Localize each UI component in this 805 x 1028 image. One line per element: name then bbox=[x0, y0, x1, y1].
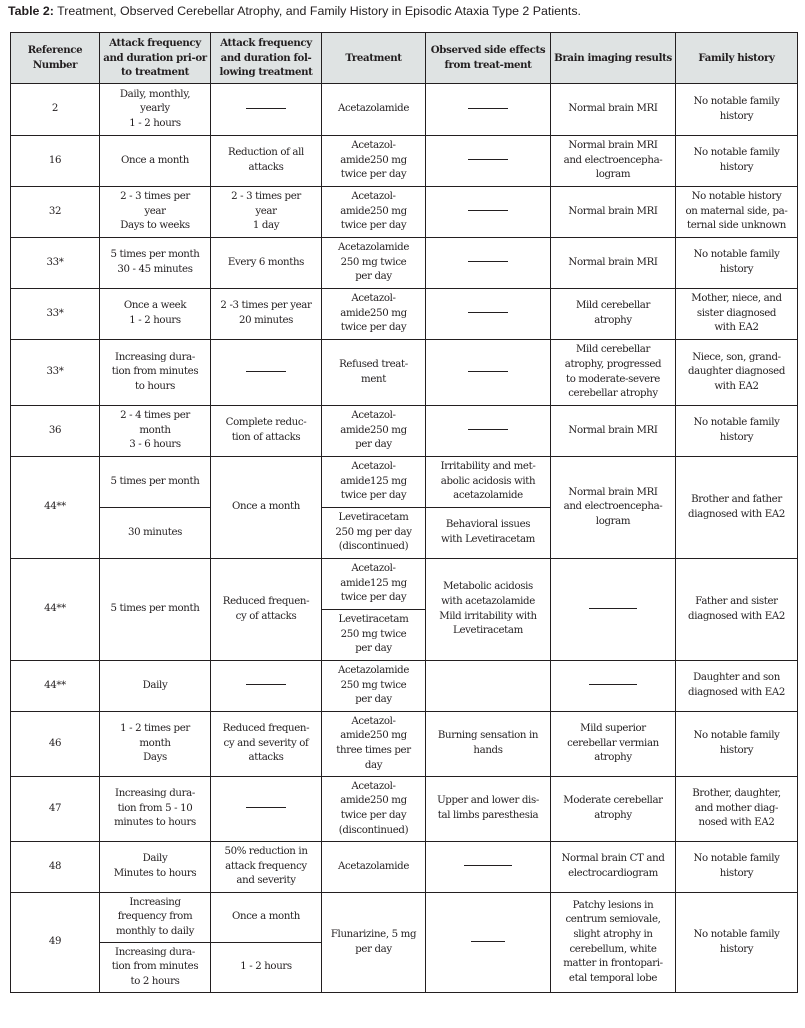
cell-side-effects: Behavioral issues with Levetiracetam bbox=[426, 508, 551, 559]
cell-attack-following bbox=[211, 340, 322, 406]
cell-attack-prior: Increasing dura- tion from minutes to hours bbox=[100, 340, 211, 406]
empty-dash bbox=[468, 429, 508, 430]
empty-dash bbox=[464, 865, 512, 866]
cell-reference: 44** bbox=[11, 661, 100, 712]
cell-reference: 44** bbox=[11, 559, 100, 661]
cell-treatment: Acetazol- amide125 mg twice per day bbox=[322, 559, 426, 610]
empty-dash bbox=[468, 312, 508, 313]
cell-family-history: No notable family history bbox=[676, 406, 798, 457]
cell-side-effects bbox=[426, 84, 551, 136]
cell-attack-following: 1 - 2 hours bbox=[211, 943, 322, 993]
cell-attack-following: 50% reduction in attack frequency and severity bbox=[211, 842, 322, 893]
header-brain-imaging: Brain imaging results bbox=[551, 33, 676, 84]
header-attack-prior: Attack frequency and duration pri-or to treatment bbox=[100, 33, 211, 84]
empty-dash bbox=[471, 941, 505, 942]
cell-brain-imaging: Normal brain CT and electrocardiogram bbox=[551, 842, 676, 893]
cell-brain-imaging: Normal brain MRI bbox=[551, 84, 676, 136]
empty-dash bbox=[246, 684, 286, 685]
cell-attack-following: Complete reduc- tion of attacks bbox=[211, 406, 322, 457]
header-side-effects: Observed side effects from treat-ment bbox=[426, 33, 551, 84]
cell-attack-prior: Increasing frequency from monthly to daily bbox=[100, 893, 211, 943]
cell-attack-prior: 2 - 3 times per year Days to weeks bbox=[100, 187, 211, 238]
table-row bbox=[11, 136, 798, 187]
cell-reference: 47 bbox=[11, 777, 100, 842]
header-attack-following: Attack frequency and duration fol-lowing treatment bbox=[211, 33, 322, 84]
table-row bbox=[11, 340, 798, 406]
cell-side-effects bbox=[426, 289, 551, 340]
cell-brain-imaging: Normal brain MRI bbox=[551, 406, 676, 457]
cell-family-history: No notable history on maternal side, pa- ternal side unknown bbox=[676, 187, 798, 238]
cell-attack-prior: 5 times per month bbox=[100, 559, 211, 661]
table-row bbox=[11, 289, 798, 340]
cell-family-history: No notable family history bbox=[676, 136, 798, 187]
empty-dash bbox=[246, 371, 286, 372]
empty-dash bbox=[468, 159, 508, 160]
cell-brain-imaging bbox=[551, 559, 676, 661]
cell-brain-imaging: Patchy lesions in centrum semiovale, slight atrophy in cerebellum, white matter in frontopari- etal temporal lobe bbox=[551, 893, 676, 993]
cell-attack-following: 2 - 3 times per year 1 day bbox=[211, 187, 322, 238]
cell-treatment: Acetazol- amide250 mg twice per day bbox=[322, 136, 426, 187]
cell-attack-following: Reduced frequen- cy and severity of attacks bbox=[211, 712, 322, 777]
cell-treatment: Acetazolamide 250 mg twice per day bbox=[322, 238, 426, 289]
cell-treatment: Refused treat- ment bbox=[322, 340, 426, 406]
cell-family-history: Father and sister diagnosed with EA2 bbox=[676, 559, 798, 661]
caption-label: Table 2: bbox=[8, 4, 54, 18]
empty-dash bbox=[246, 807, 286, 808]
cell-reference: 46 bbox=[11, 712, 100, 777]
cell-treatment: Acetazol- amide125 mg twice per day bbox=[322, 457, 426, 508]
cell-side-effects: Irritability and met- abolic acidosis with acetazolamide bbox=[426, 457, 551, 508]
table-row bbox=[11, 187, 798, 238]
cell-treatment: Acetazol- amide250 mg twice per day bbox=[322, 289, 426, 340]
cell-reference: 33* bbox=[11, 238, 100, 289]
table-row bbox=[11, 661, 798, 712]
cell-brain-imaging: Mild superior cerebellar vermian atrophy bbox=[551, 712, 676, 777]
empty-dash bbox=[468, 108, 508, 109]
cell-family-history: Mother, niece, and sister diagnosed with EA2 bbox=[676, 289, 798, 340]
empty-dash bbox=[589, 608, 637, 609]
cell-reference: 48 bbox=[11, 842, 100, 893]
table-row bbox=[11, 457, 798, 508]
cell-family-history: No notable family history bbox=[676, 712, 798, 777]
empty-dash bbox=[468, 261, 508, 262]
cell-brain-imaging: Mild cerebellar atrophy bbox=[551, 289, 676, 340]
header-reference-number: Reference Number bbox=[11, 33, 100, 84]
cell-brain-imaging: Normal brain MRI bbox=[551, 238, 676, 289]
cell-treatment: Acetazolamide bbox=[322, 84, 426, 136]
cell-attack-prior: 30 minutes bbox=[100, 508, 211, 559]
cell-treatment: Acetazol- amide250 mg twice per day bbox=[322, 187, 426, 238]
cell-brain-imaging: Moderate cerebellar atrophy bbox=[551, 777, 676, 842]
cell-attack-following: 2 -3 times per year 20 minutes bbox=[211, 289, 322, 340]
table-row bbox=[11, 84, 798, 136]
caption-text: Treatment, Observed Cerebellar Atrophy, and Family History in Episodic Ataxia Type 2 Patients. bbox=[53, 4, 581, 18]
cell-attack-prior: 5 times per month 30 - 45 minutes bbox=[100, 238, 211, 289]
cell-treatment: Acetazolamide 250 mg twice per day bbox=[322, 661, 426, 712]
cell-side-effects bbox=[426, 406, 551, 457]
empty-dash bbox=[589, 684, 637, 685]
cell-treatment: Levetiracetam 250 mg per day (discontinued) bbox=[322, 508, 426, 559]
cell-treatment: Acetazol- amide250 mg twice per day (discontinued) bbox=[322, 777, 426, 842]
table-row bbox=[11, 559, 798, 610]
cell-family-history: Niece, son, grand- daughter diagnosed with EA2 bbox=[676, 340, 798, 406]
table-row bbox=[11, 712, 798, 777]
cell-side-effects bbox=[426, 187, 551, 238]
cell-family-history: Daughter and son diagnosed with EA2 bbox=[676, 661, 798, 712]
header-row bbox=[11, 33, 798, 84]
cell-attack-following: Every 6 months bbox=[211, 238, 322, 289]
cell-attack-prior: Once a month bbox=[100, 136, 211, 187]
table-row bbox=[11, 238, 798, 289]
table-row bbox=[11, 842, 798, 893]
cell-family-history: No notable family history bbox=[676, 84, 798, 136]
cell-side-effects bbox=[426, 893, 551, 993]
cell-attack-following: Reduction of all attacks bbox=[211, 136, 322, 187]
cell-attack-following: Once a month bbox=[211, 457, 322, 559]
cell-treatment: Flunarizine, 5 mg per day bbox=[322, 893, 426, 993]
table-row bbox=[11, 893, 798, 943]
cell-family-history: No notable family history bbox=[676, 893, 798, 993]
cell-brain-imaging: Normal brain MRI and electroencepha- logram bbox=[551, 457, 676, 559]
cell-reference: 49 bbox=[11, 893, 100, 993]
cell-attack-following: Reduced frequen- cy of attacks bbox=[211, 559, 322, 661]
cell-side-effects bbox=[426, 661, 551, 712]
cell-reference: 36 bbox=[11, 406, 100, 457]
cell-family-history: No notable family history bbox=[676, 238, 798, 289]
cell-attack-prior: Increasing dura- tion from minutes to 2 hours bbox=[100, 943, 211, 993]
cell-reference: 33* bbox=[11, 340, 100, 406]
cell-brain-imaging bbox=[551, 661, 676, 712]
cell-attack-following bbox=[211, 84, 322, 136]
cell-reference: 2 bbox=[11, 84, 100, 136]
header-family-history: Family history bbox=[676, 33, 798, 84]
table-row bbox=[11, 777, 798, 842]
cell-reference: 33* bbox=[11, 289, 100, 340]
cell-side-effects: Metabolic acidosis with acetazolamide Mild irritability with Levetiracetam bbox=[426, 559, 551, 661]
cell-attack-prior: 1 - 2 times per month Days bbox=[100, 712, 211, 777]
cell-brain-imaging: Normal brain MRI bbox=[551, 187, 676, 238]
cell-brain-imaging: Normal brain MRI and electroencepha- logram bbox=[551, 136, 676, 187]
cell-side-effects bbox=[426, 340, 551, 406]
cell-attack-prior: Daily bbox=[100, 661, 211, 712]
cell-attack-prior: Increasing dura- tion from 5 - 10 minutes to hours bbox=[100, 777, 211, 842]
table-row bbox=[11, 406, 798, 457]
cell-reference: 16 bbox=[11, 136, 100, 187]
cell-reference: 32 bbox=[11, 187, 100, 238]
empty-dash bbox=[468, 371, 508, 372]
data-table bbox=[10, 32, 798, 993]
cell-side-effects bbox=[426, 136, 551, 187]
empty-dash bbox=[246, 108, 286, 109]
cell-treatment: Levetiracetam 250 mg twice per day bbox=[322, 610, 426, 661]
cell-attack-prior: 5 times per month bbox=[100, 457, 211, 508]
cell-treatment: Acetazolamide bbox=[322, 842, 426, 893]
cell-attack-following bbox=[211, 661, 322, 712]
cell-family-history: No notable family history bbox=[676, 842, 798, 893]
cell-side-effects: Upper and lower dis- tal limbs paresthesia bbox=[426, 777, 551, 842]
cell-treatment: Acetazol- amide250 mg three times per day bbox=[322, 712, 426, 777]
cell-side-effects bbox=[426, 842, 551, 893]
cell-side-effects bbox=[426, 238, 551, 289]
cell-side-effects: Burning sensation in hands bbox=[426, 712, 551, 777]
table-caption bbox=[8, 4, 581, 18]
cell-family-history: Brother, daughter, and mother diag- nosed with EA2 bbox=[676, 777, 798, 842]
empty-dash bbox=[468, 210, 508, 211]
cell-attack-prior: 2 - 4 times per month 3 - 6 hours bbox=[100, 406, 211, 457]
header-treatment: Treatment bbox=[322, 33, 426, 84]
cell-family-history: Brother and father diagnosed with EA2 bbox=[676, 457, 798, 559]
cell-attack-prior: Daily Minutes to hours bbox=[100, 842, 211, 893]
cell-attack-following bbox=[211, 777, 322, 842]
cell-reference: 44** bbox=[11, 457, 100, 559]
cell-treatment: Acetazol- amide250 mg per day bbox=[322, 406, 426, 457]
cell-brain-imaging: Mild cerebellar atrophy, progressed to moderate-severe cerebellar atrophy bbox=[551, 340, 676, 406]
cell-attack-following: Once a month bbox=[211, 893, 322, 943]
cell-attack-prior: Once a week 1 - 2 hours bbox=[100, 289, 211, 340]
cell-attack-prior: Daily, monthly, yearly 1 - 2 hours bbox=[100, 84, 211, 136]
